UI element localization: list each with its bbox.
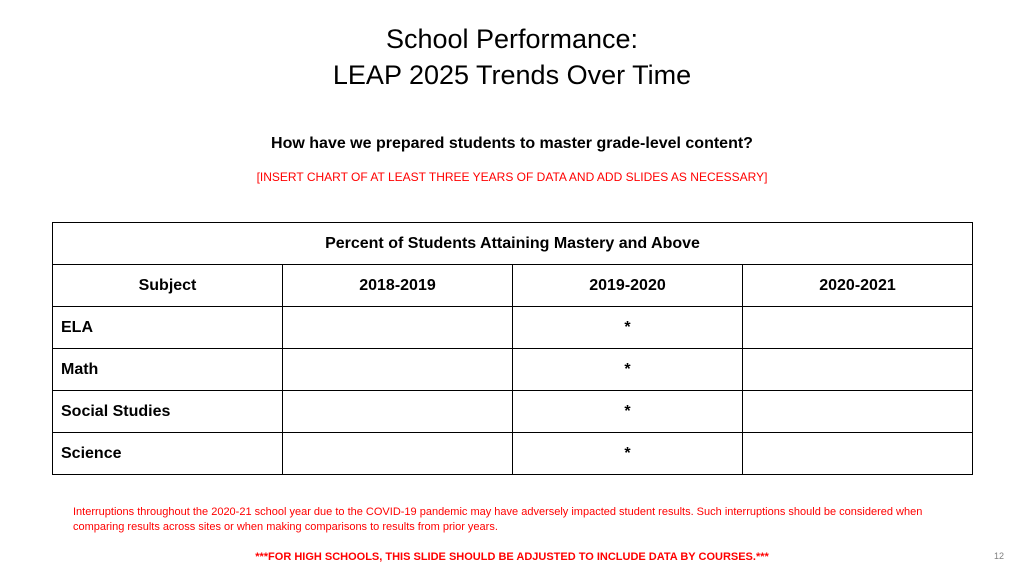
table-row [53, 433, 973, 475]
value-cell: * [513, 433, 743, 475]
performance-table [52, 222, 973, 475]
value-cell: * [513, 349, 743, 391]
covid-disclaimer: Interruptions throughout the 2020-21 school year due to the COVID-19 pandemic may have adversely impacted student results. Such interruptions should be considered when comparing results across sites or when making comparisons to results from prior years. [73, 506, 923, 533]
high-school-note: ***FOR HIGH SCHOOLS, THIS SLIDE SHOULD BE ADJUSTED TO INCLUDE DATA BY COURSES.*** [255, 551, 769, 563]
header-subject: Subject [53, 265, 283, 307]
slide-title-line-2: LEAP 2025 Trends Over Time [332, 60, 692, 90]
header-2018-2019: 2018-2019 [283, 265, 513, 307]
value-cell [283, 433, 513, 475]
value-cell: * [513, 307, 743, 349]
slide-question: How have we prepared students to master grade-level content? [271, 135, 753, 152]
table-caption: Percent of Students Attaining Mastery and Above [53, 223, 973, 265]
header-2019-2020: 2019-2020 [513, 265, 743, 307]
table-row [53, 391, 973, 433]
header-2020-2021: 2020-2021 [743, 265, 973, 307]
subject-cell: ELA [53, 307, 283, 349]
table-header-row [53, 265, 973, 307]
table-caption-row [53, 223, 973, 265]
value-cell [283, 349, 513, 391]
subject-cell: Math [53, 349, 283, 391]
value-cell [743, 349, 973, 391]
value-cell [743, 433, 973, 475]
value-cell [283, 391, 513, 433]
subject-cell: Science [53, 433, 283, 475]
value-cell: * [513, 391, 743, 433]
value-cell [283, 307, 513, 349]
insert-chart-note: [INSERT CHART OF AT LEAST THREE YEARS OF DATA AND ADD SLIDES AS NECESSARY] [256, 170, 768, 184]
value-cell [743, 391, 973, 433]
table-row [53, 349, 973, 391]
slide-title-line-1: School Performance: [385, 24, 639, 54]
subject-cell: Social Studies [53, 391, 283, 433]
page-number: 12 [993, 551, 1004, 561]
value-cell [743, 307, 973, 349]
table-row [53, 307, 973, 349]
